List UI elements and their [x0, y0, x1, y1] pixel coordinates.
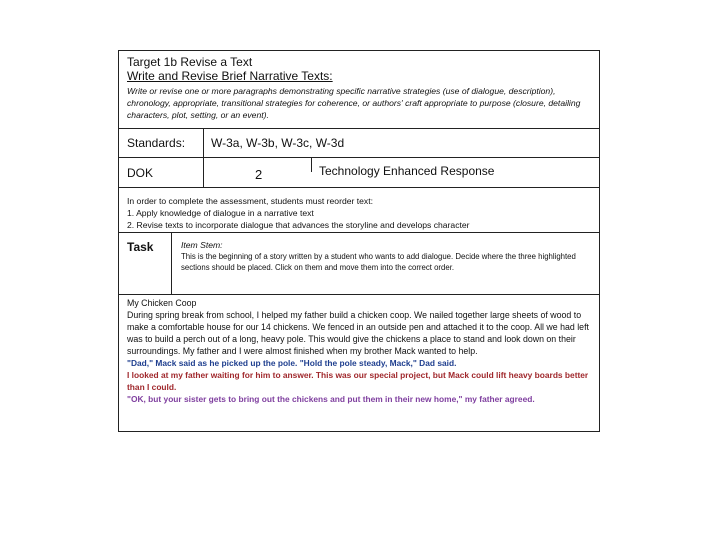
- movable-section-2[interactable]: I looked at my father waiting for him to answer. This was our special project, but Mack could lift heavy boards better than I could.: [127, 370, 589, 392]
- dok-label: DOK: [127, 166, 154, 180]
- task-divider: [171, 233, 172, 294]
- target-subtitle: Write and Revise Brief Narrative Texts:: [127, 69, 333, 83]
- requirements-section: [119, 188, 599, 233]
- task-row: [119, 233, 599, 295]
- standards-label: Standards:: [127, 136, 186, 150]
- story-paragraph: During spring break from school, I helped my father build a chicken coop. We nailed together large sheets of wood to make a comfortable house for our 14 chickens. We fenced in an outside pen and attached it to the coop. All we had left was to build a perch out of a long, heavy pole. This would give the chickens a place to stand and look down on their surroundings. My father and I were almost finished when my brother Mack wanted to help.: [127, 310, 589, 356]
- requirement-item: 2. Revise texts to incorporate dialogue that advances the storyline and develops character: [127, 220, 470, 230]
- dok-value: 2: [255, 167, 263, 182]
- target-title: Target 1b Revise a Text: [127, 55, 253, 69]
- dok-divider: [203, 158, 204, 187]
- movable-section-1[interactable]: "Dad," Mack said as he picked up the pole. "Hold the pole steady, Mack," Dad said.: [127, 358, 457, 368]
- dok-inner-divider: [311, 158, 312, 172]
- target-description: Write or revise one or more paragraphs demonstrating specific narrative strategies (use of dialogue, description), chronology, appropriate, transitional strategies for coherence, or authors' craft appropriate to purpose (closure, detailing characters, plot, setting, or an event).: [127, 86, 581, 120]
- target-section: [119, 51, 599, 129]
- task-label: Task: [127, 240, 154, 254]
- response-type: Technology Enhanced Response: [319, 164, 495, 178]
- item-stem-label: Item Stem:: [181, 240, 223, 250]
- requirements-intro: In order to complete the assessment, students must reorder text:: [127, 196, 373, 206]
- dok-row: [119, 158, 599, 188]
- standards-value: W-3a, W-3b, W-3c, W-3d: [211, 136, 345, 150]
- standards-divider: [203, 129, 204, 157]
- task-body: [181, 239, 581, 273]
- story-section: [119, 295, 599, 431]
- assessment-card: [118, 50, 600, 432]
- standards-row: [119, 129, 599, 158]
- requirement-item: 1. Apply knowledge of dialogue in a narrative text: [127, 208, 314, 218]
- task-instructions: This is the beginning of a story written by a student who wants to add dialogue. Decide where the three highlighted sections should be placed. Click on them and move them into the correct order.: [181, 252, 576, 272]
- story-title: My Chicken Coop: [127, 298, 197, 308]
- movable-section-3[interactable]: "OK, but your sister gets to bring out the chickens and put them in their new home," my father agreed.: [127, 394, 535, 404]
